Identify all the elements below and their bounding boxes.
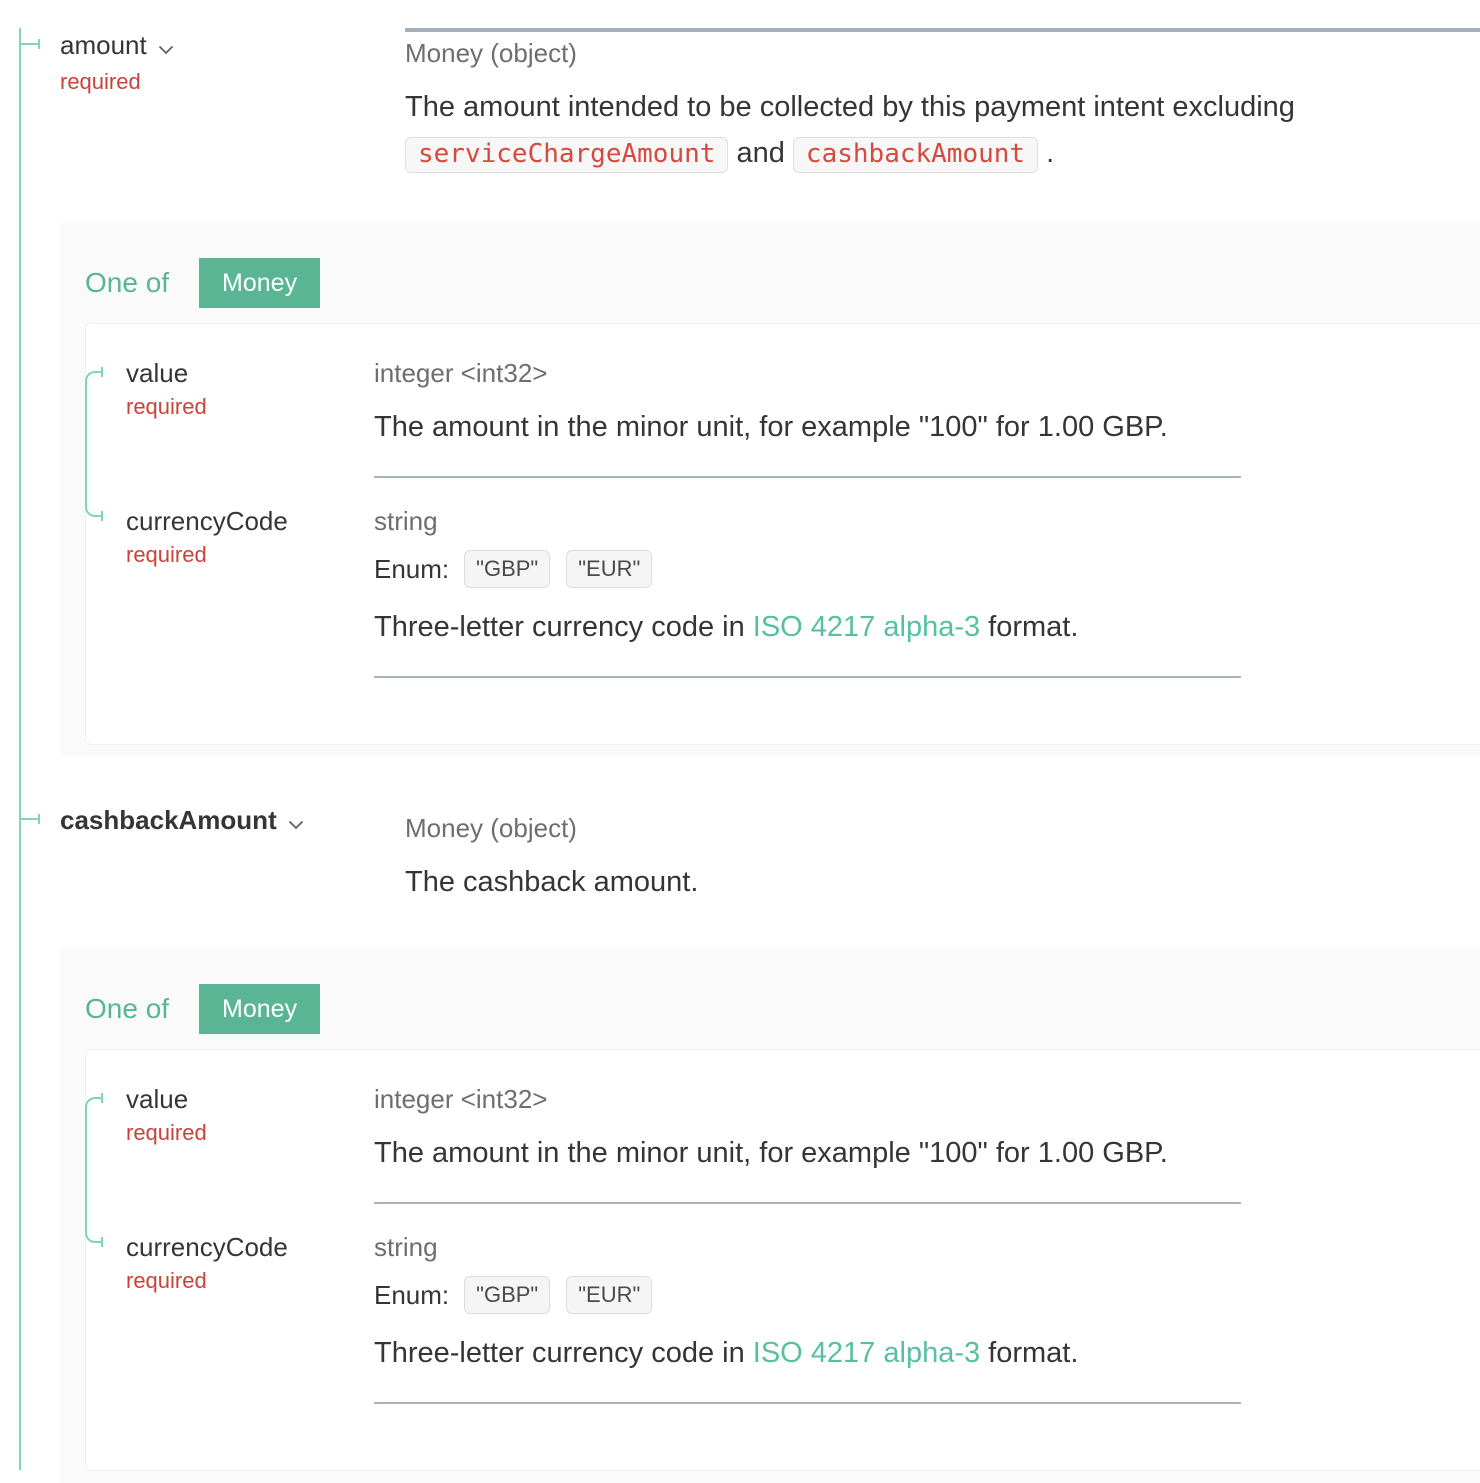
type-label: integer <int32> xyxy=(374,358,548,388)
chevron-down-icon[interactable] xyxy=(158,31,174,62)
description-text: format. xyxy=(980,1337,1079,1369)
field-row-amount xyxy=(0,28,1480,177)
field-row-cashbackAmount xyxy=(0,803,1480,905)
variant-card xyxy=(85,1049,1480,1471)
prop-detail-value xyxy=(374,1084,1241,1204)
prop-header-currencyCode xyxy=(86,1232,374,1404)
description-text: . xyxy=(1038,137,1055,169)
variant-button-money[interactable]: Money xyxy=(199,258,320,308)
iso-4217-link[interactable]: ISO 4217 alpha-3 xyxy=(752,611,981,643)
required-badge: required xyxy=(126,1268,207,1293)
iso-4217-link[interactable]: ISO 4217 alpha-3 xyxy=(752,1337,981,1369)
prop-detail-currencyCode xyxy=(374,506,1241,678)
prop-header-value xyxy=(86,1084,374,1204)
type-label: Money (object) xyxy=(405,813,577,843)
prop-name: currencyCode xyxy=(126,1232,288,1262)
type-label: string xyxy=(374,506,438,536)
field-toggle-cashbackAmount[interactable] xyxy=(60,803,405,837)
prop-detail-currencyCode xyxy=(374,1232,1241,1404)
description-text: The amount intended to be collected by this payment intent excluding xyxy=(405,91,1295,123)
field-detail-amount xyxy=(405,28,1480,177)
field-header-cashbackAmount xyxy=(0,803,405,905)
prop-row-currencyCode xyxy=(86,1232,1480,1404)
variant-button-money[interactable]: Money xyxy=(199,984,320,1034)
variant-card xyxy=(85,323,1480,745)
oneof-panel-amount xyxy=(60,223,1480,757)
prop-name: value xyxy=(126,1084,189,1114)
enum-value-eur: "EUR" xyxy=(566,550,652,588)
enum-label: Enum: xyxy=(374,553,450,584)
prop-row-currencyCode xyxy=(86,506,1480,678)
enum-value-gbp: "GBP" xyxy=(464,550,550,588)
enum-label: Enum: xyxy=(374,1279,450,1310)
tree-bracket xyxy=(85,1097,101,1243)
tree-tick xyxy=(19,818,40,820)
oneof-panel-cashbackAmount xyxy=(60,949,1480,1483)
prop-description xyxy=(374,1330,1239,1376)
required-badge: required xyxy=(126,1120,207,1145)
oneof-label: One of xyxy=(85,267,170,298)
field-toggle-amount[interactable] xyxy=(60,28,405,62)
tree-tick xyxy=(19,43,40,45)
description-text: and xyxy=(728,137,793,169)
prop-name: value xyxy=(126,358,189,388)
description-text: format. xyxy=(980,611,1079,643)
description-text: Three-letter currency code in xyxy=(374,611,753,643)
prop-description xyxy=(374,604,1239,650)
schema-tree-line xyxy=(19,28,21,1470)
type-label: string xyxy=(374,1232,438,1262)
field-description: The cashback amount. xyxy=(405,866,699,898)
code-chip-cashbackAmount: cashbackAmount xyxy=(793,137,1038,173)
enum-value-eur: "EUR" xyxy=(566,1276,652,1314)
field-name: amount xyxy=(60,29,147,60)
oneof-header xyxy=(85,984,1480,1034)
prop-description: The amount in the minor unit, for example "100" for 1.00 GBP. xyxy=(374,411,1168,443)
code-chip-serviceChargeAmount: serviceChargeAmount xyxy=(405,137,728,173)
required-badge: required xyxy=(60,69,141,94)
field-description xyxy=(405,84,1345,177)
enum-line xyxy=(374,550,1241,588)
prop-detail-value xyxy=(374,358,1241,478)
type-label: Money (object) xyxy=(405,38,577,68)
field-detail-cashbackAmount xyxy=(405,803,1480,905)
prop-row-value xyxy=(86,1084,1480,1204)
enum-value-gbp: "GBP" xyxy=(464,1276,550,1314)
required-badge: required xyxy=(126,394,207,419)
field-name: cashbackAmount xyxy=(60,804,277,835)
required-badge: required xyxy=(126,542,207,567)
type-label: integer <int32> xyxy=(374,1084,548,1114)
description-text: Three-letter currency code in xyxy=(374,1337,753,1369)
chevron-down-icon[interactable] xyxy=(288,806,304,837)
oneof-label: One of xyxy=(85,993,170,1024)
prop-description: The amount in the minor unit, for example "100" for 1.00 GBP. xyxy=(374,1137,1168,1169)
prop-name: currencyCode xyxy=(126,506,288,536)
prop-row-value xyxy=(86,358,1480,478)
prop-header-currencyCode xyxy=(86,506,374,678)
tree-bracket xyxy=(85,371,101,517)
oneof-header xyxy=(85,258,1480,308)
enum-line xyxy=(374,1276,1241,1314)
field-header-amount xyxy=(0,28,405,177)
prop-header-value xyxy=(86,358,374,478)
